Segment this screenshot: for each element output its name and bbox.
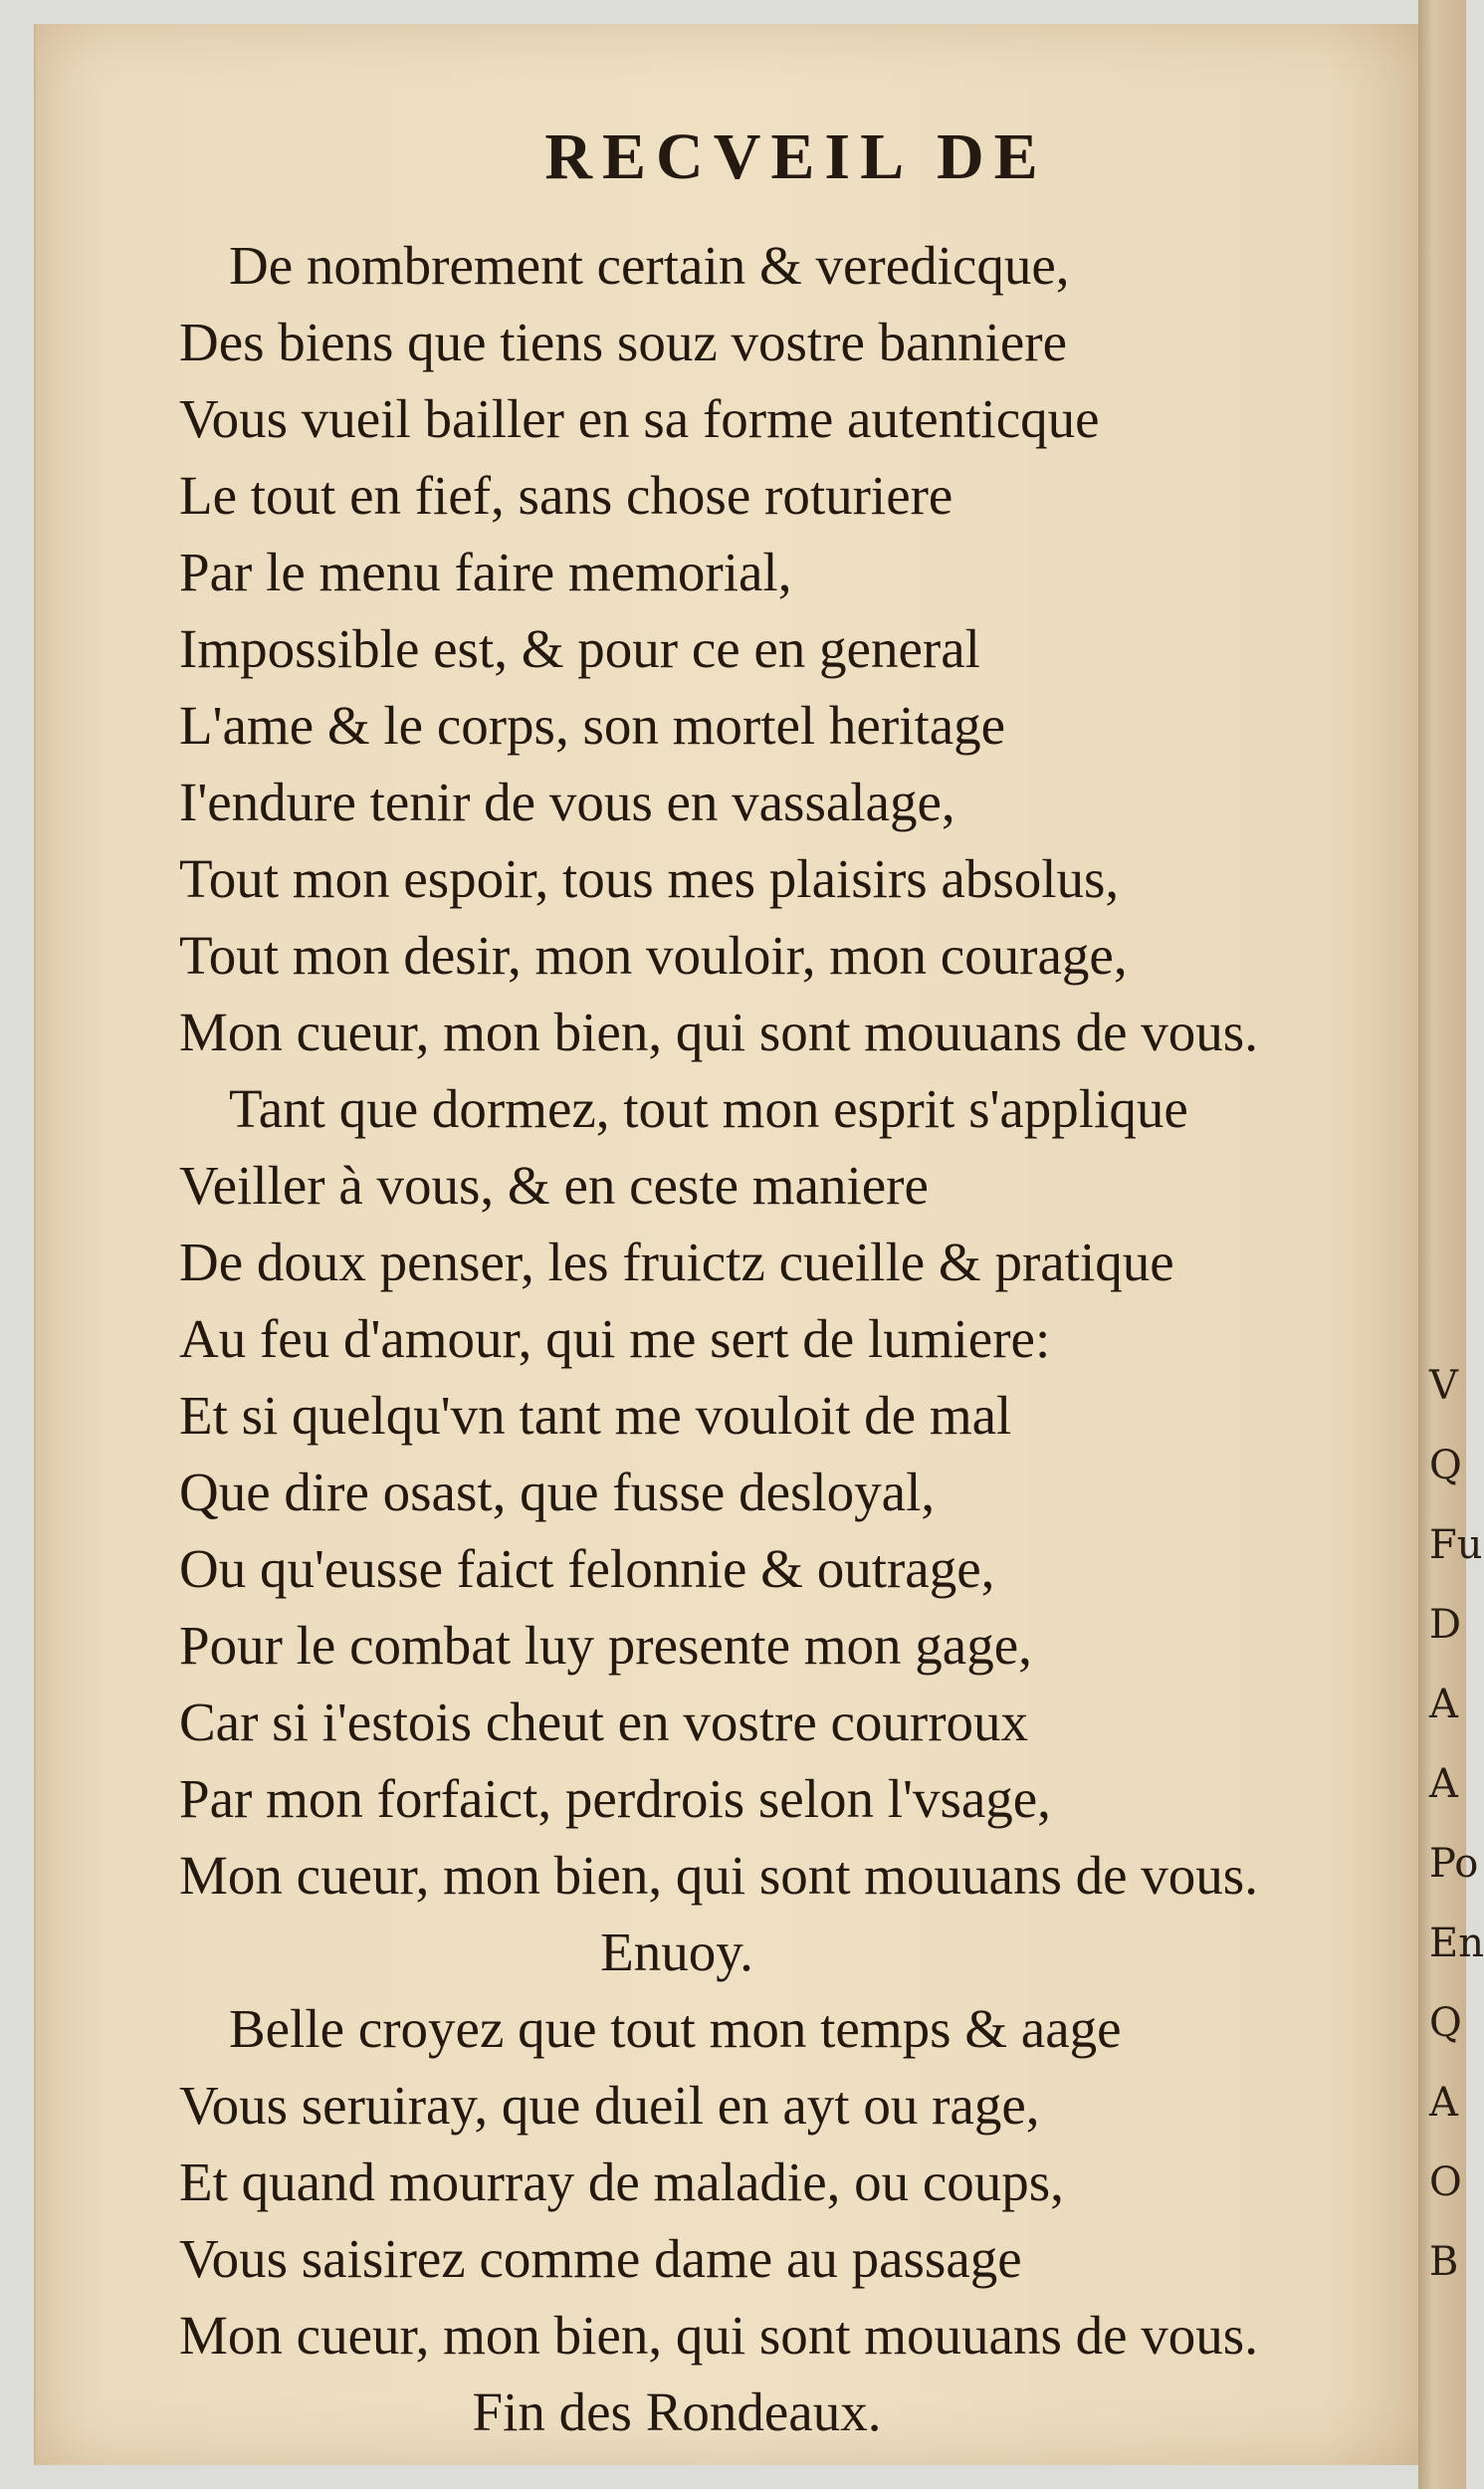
poem-line: Ou qu'eusse faict felonnie & outrage, [179,1538,995,1599]
envoy-line: Et quand mourray de maladie, ou coups, [179,2151,1064,2212]
poem-line: Pour le combat luy presente mon gage, [179,1615,1032,1676]
bleed-letter: A [1429,1682,1458,1727]
poem-line: Veiller à vous, & en ceste maniere [179,1155,929,1216]
poem-line: De doux penser, les fruictz cueille & pratique [179,1232,1174,1292]
bleed-letter: En [1429,1921,1484,1966]
closing-line: Fin des Rondeaux. [472,2381,882,2442]
poem-line: Par le menu faire memorial, [179,542,792,602]
bleed-letter: B [1429,2239,1459,2285]
refrain-line: Mon cueur, mon bien, qui sont mouuans de vous. [179,1845,1258,1906]
bleed-letter: Fu [1429,1522,1483,1568]
bleed-letter: Q [1429,2000,1462,2046]
refrain-line: Mon cueur, mon bien, qui sont mouuans de vous. [179,2305,1258,2366]
running-head: RECVEIL DE [544,120,1048,193]
bleed-letter: Q [1429,1443,1462,1488]
bleed-letter: Po [1429,1841,1479,1887]
poem-line: I'endure tenir de vous en vassalage, [179,772,955,832]
bleed-letter: O [1429,2159,1462,2205]
bleed-letter: A [1429,1761,1458,1807]
poem-line: De nombrement certain & veredicque, [229,235,1070,296]
poem-line: Tant que dormez, tout mon esprit s'applique [229,1078,1188,1139]
refrain-line: Mon cueur, mon bien, qui sont mouuans de vous. [179,1002,1258,1062]
bleed-letter: A [1429,2080,1458,2126]
poem-line: Impossible est, & pour ce en general [179,618,980,679]
bleed-letter: D [1429,1602,1462,1648]
poem-text [179,227,1374,2450]
envoy-line: Vous seruiray, que dueil en ayt ou rage, [179,2075,1040,2136]
envoy-heading: Enuoy. [600,1922,753,1982]
poem-line: Que dire osast, que fusse desloyal, [179,1462,936,1522]
poem-line: Tout mon desir, mon vouloir, mon courage, [179,925,1128,986]
poem-line: Vous vueil bailler en sa forme autenticque [179,388,1100,449]
envoy-line: Belle croyez que tout mon temps & aage [229,1998,1122,2059]
bleed-letter: V [1429,1363,1458,1409]
poem-line: L'ame & le corps, son mortel heritage [179,695,1006,756]
poem-line: Et si quelqu'vn tant me vouloit de mal [179,1385,1012,1446]
poem-line: Le tout en fief, sans chose roturiere [179,465,954,526]
poem-line: Tout mon espoir, tous mes plaisirs absolus, [179,848,1120,909]
poem-line: Des biens que tiens souz vostre banniere [179,312,1067,372]
poem-line: Car si i'estois cheut en vostre courroux [179,1692,1029,1752]
poem-line: Au feu d'amour, qui me sert de lumiere: [179,1308,1051,1369]
poem-line: Par mon forfaict, perdrois selon l'vsage, [179,1768,1051,1829]
envoy-line: Vous saisirez comme dame au passage [179,2228,1022,2289]
